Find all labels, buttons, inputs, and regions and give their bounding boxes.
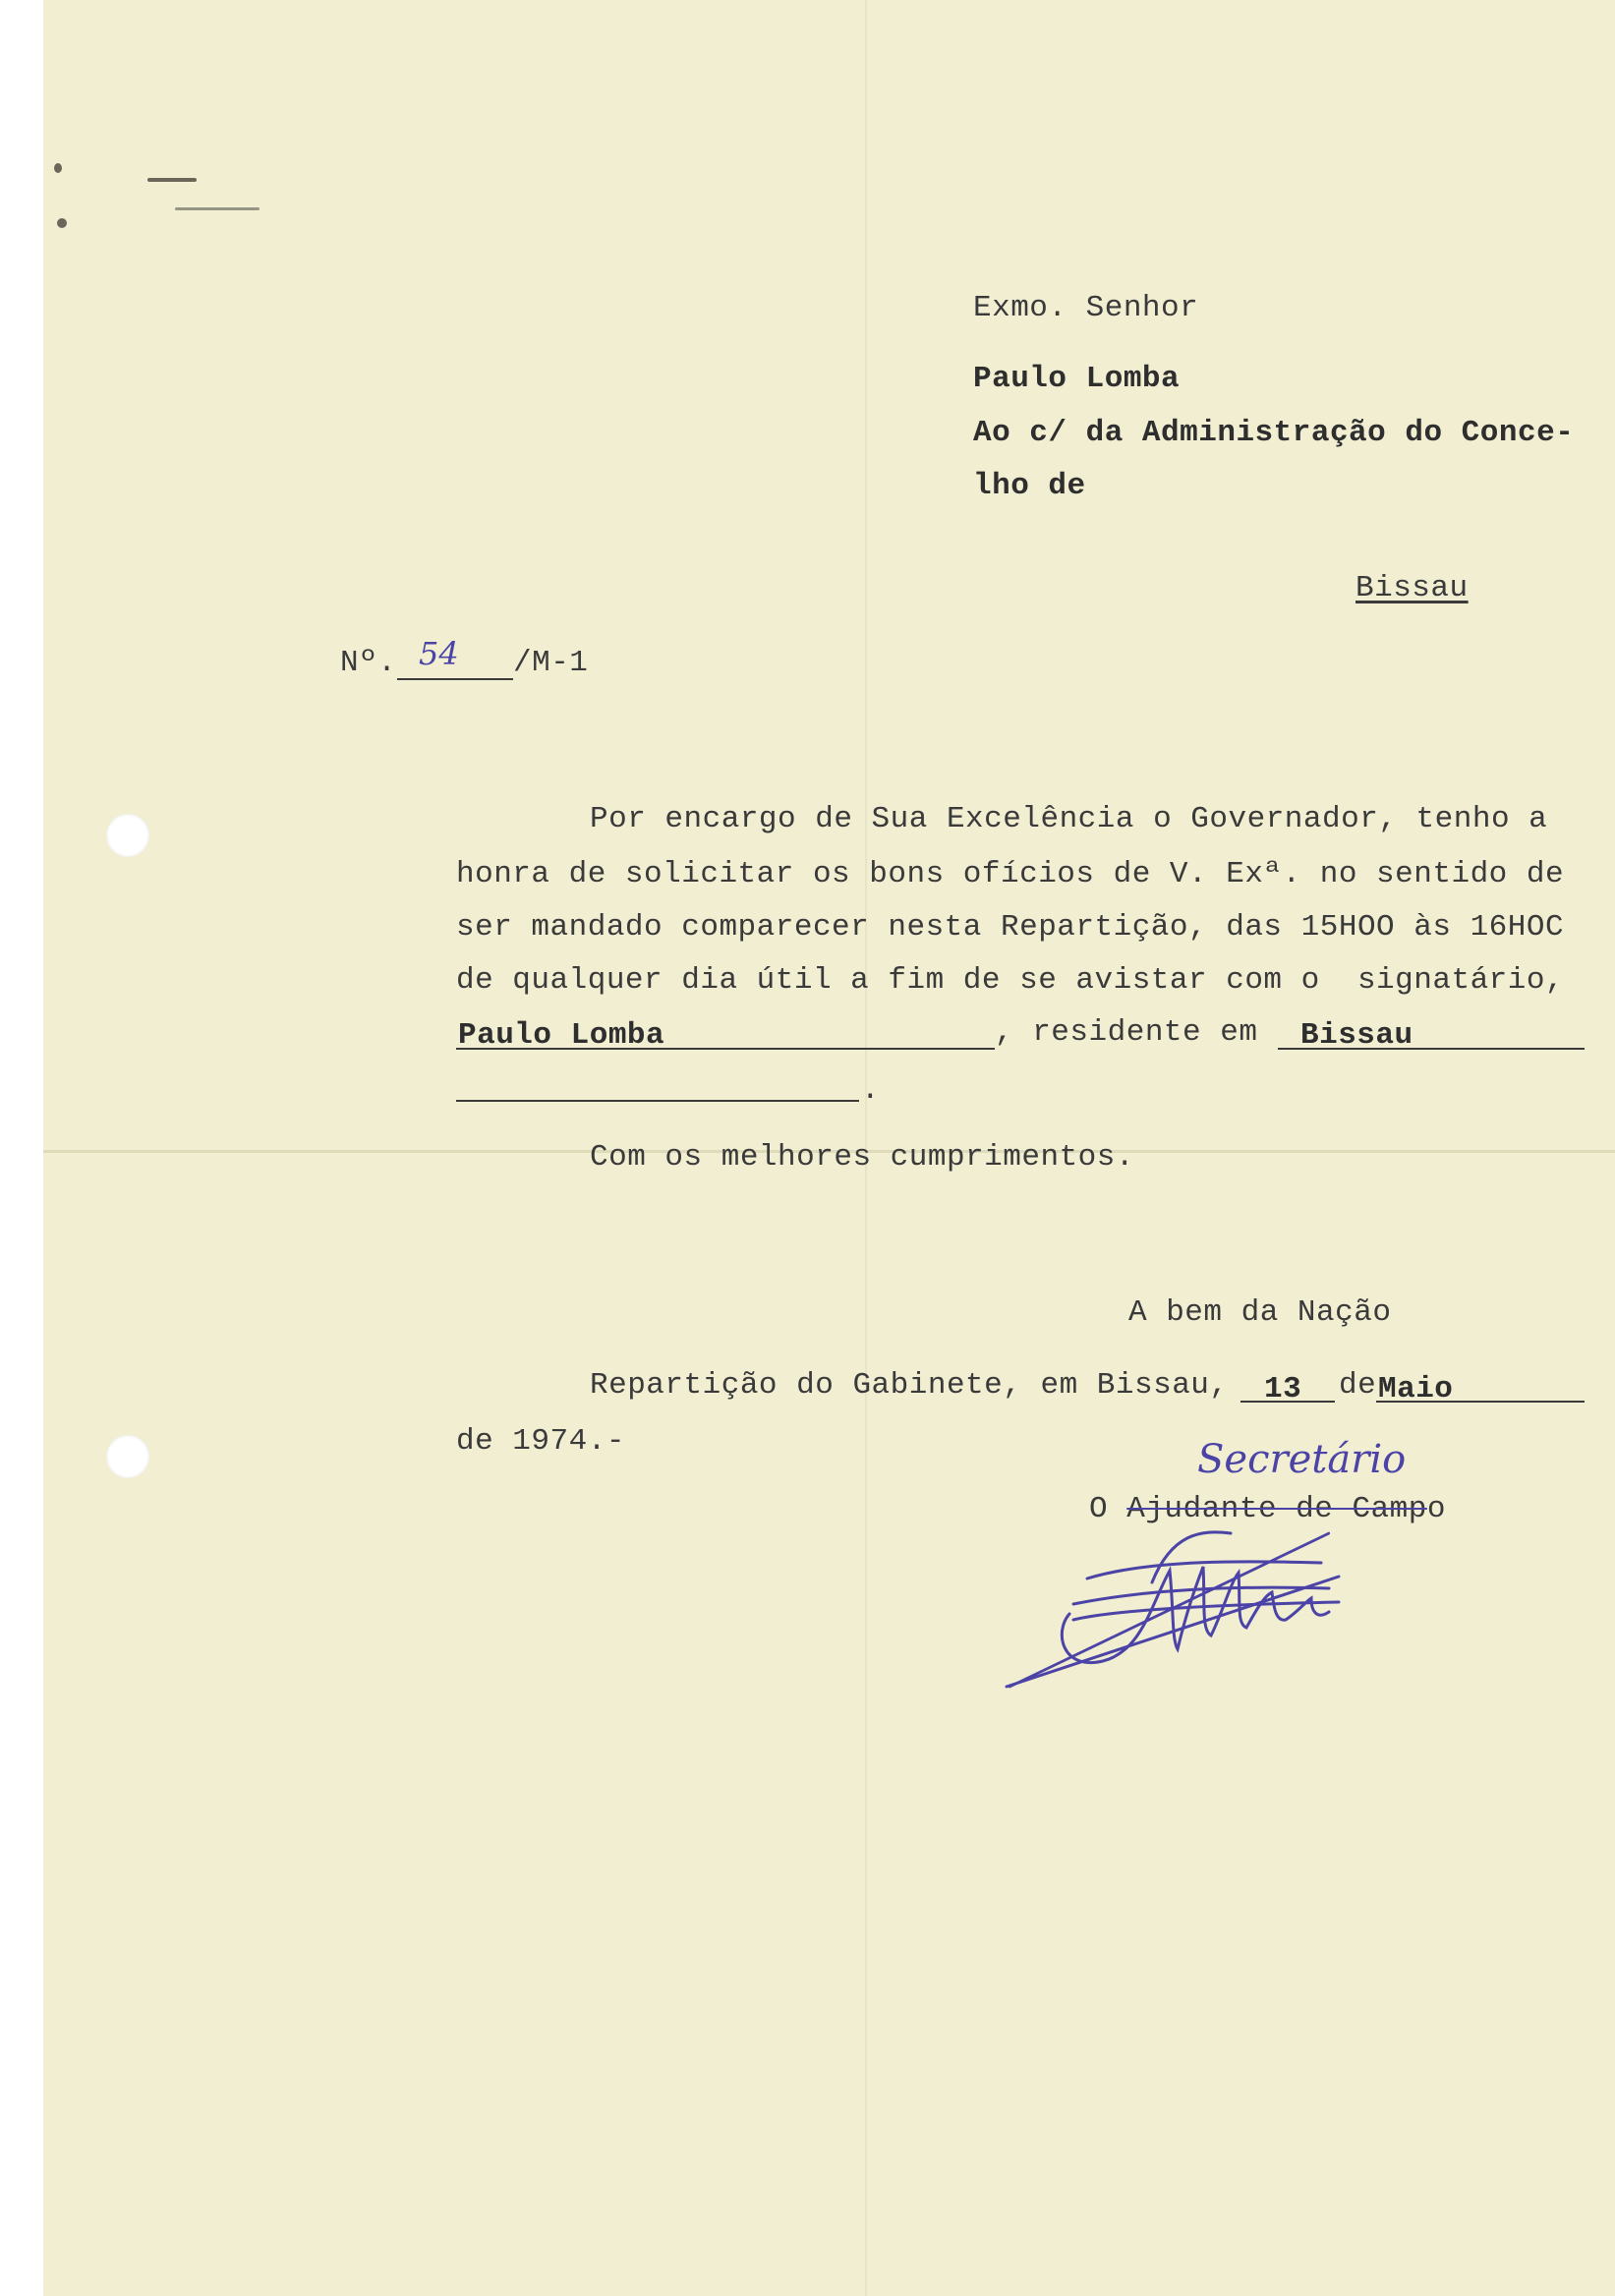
month-blank	[1376, 1401, 1585, 1403]
typed-title-prefix: O	[1089, 1492, 1127, 1526]
residence-blank	[1278, 1048, 1585, 1050]
reference-suffix: /M-1	[513, 646, 589, 680]
addressee-place: Bissau	[1355, 571, 1469, 605]
addressee-line: lho de	[973, 469, 1086, 503]
rust-mark	[147, 178, 197, 182]
rust-mark	[175, 207, 260, 210]
rust-mark	[54, 163, 62, 173]
reference-prefix: Nº.	[340, 646, 397, 680]
residence-value: Bissau	[1300, 1018, 1413, 1053]
reference-number: 54	[419, 635, 459, 672]
date-month: Maio	[1378, 1372, 1454, 1406]
person-name: Paulo Lomba	[458, 1018, 665, 1053]
addressee-line: Ao c/ da Administração do Conce-	[973, 416, 1575, 450]
dateline-prefix: Repartição do Gabinete, em Bissau,	[590, 1368, 1229, 1403]
punch-hole-bottom	[106, 1435, 149, 1478]
closing: Com os melhores cumprimentos.	[590, 1140, 1134, 1175]
punch-hole-top	[106, 814, 149, 857]
day-blank	[1240, 1401, 1335, 1403]
date-day: 13	[1264, 1372, 1302, 1406]
person-blank	[456, 1048, 995, 1050]
motto: A bem da Nação	[1128, 1295, 1392, 1330]
scan-margin	[0, 0, 43, 2296]
handwritten-title: Secretário	[1197, 1437, 1407, 1482]
struck-title: Ajudante de Camp	[1126, 1492, 1427, 1526]
typed-title-suffix: o	[1426, 1492, 1446, 1526]
body-line: de qualquer dia útil a fim de se avistar com o signatário,	[456, 963, 1565, 998]
body-line: Por encargo de Sua Excelência o Governador, tenho a	[590, 802, 1548, 836]
signature-scribble	[1005, 1514, 1358, 1691]
residence-period: .	[861, 1073, 881, 1108]
date-de: de	[1339, 1368, 1377, 1403]
salutation: Exmo. Senhor	[973, 291, 1199, 325]
body-line: honra de solicitar os bons ofícios de V. Exª. no sentido de	[456, 857, 1565, 891]
body-line: ser mandado comparecer nesta Repartição, das 15HOO às 16HOC	[456, 910, 1565, 945]
addressee-name: Paulo Lomba	[973, 362, 1181, 396]
rust-mark	[57, 218, 67, 228]
residence-blank-2	[456, 1100, 859, 1102]
date-year: de 1974.-	[456, 1424, 625, 1459]
residence-label: , residente em	[995, 1015, 1258, 1050]
reference-blank	[397, 678, 513, 680]
